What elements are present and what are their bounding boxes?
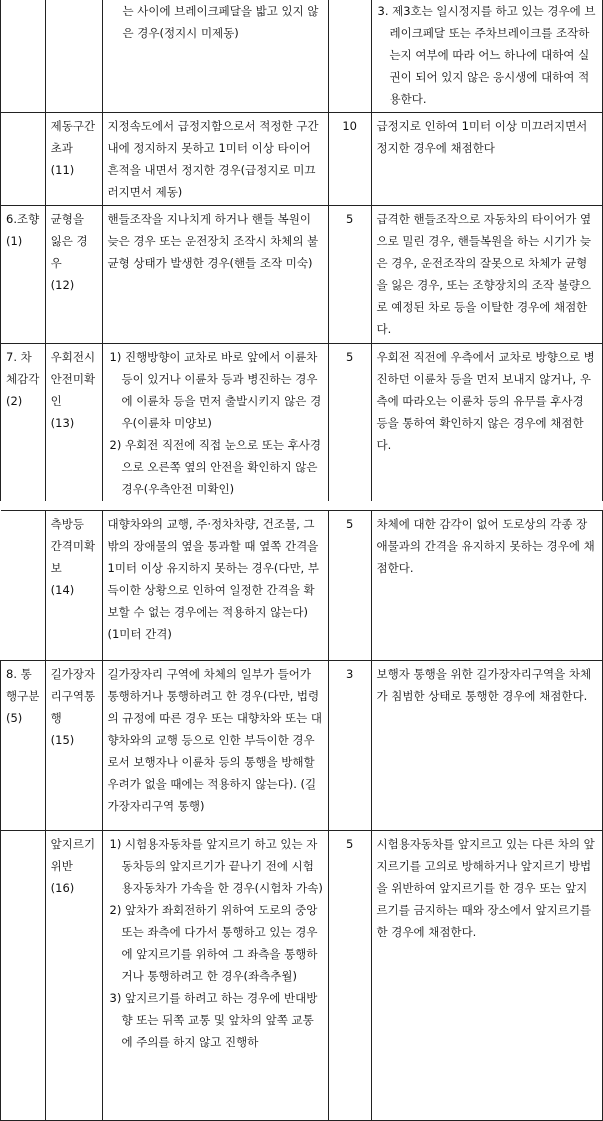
desc-cell: 지정속도에서 급정지함으로서 적정한 구간 내에 정지하지 못하고 1미터 이상 타이어 흔적을 내면서 정지한 경우(급정지로 미끄러지면서 제동) [102,113,328,206]
points-cell: 5 [328,831,371,1121]
category-cell [1,113,46,206]
item-number: (14) [50,583,75,597]
desc-subitem: 3) 앞지르기를 하려고 하는 경우에 반대방향 또는 뒤쪽 교통 및 앞차의 앞쪽 교통에 주의를 하지 않고 진행하 [109,991,318,1049]
points-cell: 5 [328,511,371,661]
table-row [1,113,603,206]
category-cell [1,661,46,831]
criterion-cell: 시험용자동차를 앞지르고 있는 다른 차의 앞지르기를 고의로 방해하거나 앞지르기 방법을 위반하여 앞지르기를 한 경우 또는 앞지르기를 금지하는 때와 장소에서 앞지르기를 한 경우에 채점한다. [371,831,603,1121]
page-break [0,501,603,510]
category-number: (5) [6,711,23,725]
item-number: (13) [50,416,75,430]
category-name: 7. 차체감각 [6,350,40,386]
item-cell [45,113,102,206]
desc-cell: 는 사이에 브레이크페달을 밟고 있지 않은 경우(정지시 미제동) [102,0,328,113]
points-cell: 3 [328,661,371,831]
desc-subitem: 2) 앞차가 좌회전하기 위하여 도로의 중앙 또는 좌측에 다가서 통행하고 있는 경우에 앞지르기를 위하여 그 좌측을 통행하거나 통행하려고 한 경우(좌측추월) [109,903,318,983]
item-number: (11) [50,163,75,177]
criterion-cell: 급정지로 인하여 1미터 이상 미끄러지면서 정지한 경우에 채점한다 [371,113,603,206]
criterion-cell: 보행자 통행을 위한 길가장자리구역을 차체가 침범한 상태로 통행한 경우에 채점한다. [371,661,603,831]
category-cell [1,831,46,1121]
item-cell [45,0,102,113]
category-number: (2) [6,394,23,408]
criterion-cell: 급격한 핸들조작으로 자동차의 타이어가 옆으로 밀린 경우, 핸들복원을 하는 시기가 늦은 경우, 운전조작의 잘못으로 차체가 균형을 잃은 경우, 또는 조향장치의 조작 불량으로 예정된 차로 등을 이탈한 경우에 채점한다. [371,206,603,344]
table-row [1,344,603,506]
table-row [1,831,603,1121]
category-name: 8. 통행구분 [6,667,40,703]
points-cell: 5 [328,206,371,344]
item-number: (12) [50,278,75,292]
category-cell [1,206,46,344]
criterion-cell: 우회전 직전에 우측에서 교차로 방향으로 병진하던 이륜차 등을 먼저 보내지 않거나, 우측에 따라오는 이륜차 등의 유무를 후사경 등을 통하여 확인하지 않은 경우에 채점한다. [371,344,603,506]
desc-cell: 핸들조작을 지나치게 하거나 핸들 복원이 늦은 경우 또는 운전장치 조작시 차체의 불균형 상태가 발생한 경우(핸들 조작 미숙) [102,206,328,344]
desc-subitem: 1) 진행방향이 교차로 바로 앞에서 이륜차 등이 있거나 이륜차 등과 병진하는 경우에 이륜차 등을 먼저 출발시키지 않은 경우(이륜차 미양보) [109,350,322,430]
table-row [1,0,603,113]
item-name: 균형을 잃은 경우 [50,212,88,270]
scoring-table-part1 [0,0,603,506]
category-cell [1,344,46,506]
points-cell [328,0,371,113]
category-cell [1,511,46,661]
desc-cell [102,344,328,506]
desc-subitem: 2) 우회전 직전에 직접 눈으로 또는 후사경으로 오른쪽 옆의 안전을 확인하지 않은 경우(우측안전 미확인) [109,438,321,496]
category-number: (1) [6,234,23,248]
category-cell [1,0,46,113]
item-cell [45,206,102,344]
table-row [1,206,603,344]
points-cell: 10 [328,113,371,206]
table-row [1,511,603,661]
item-number: (16) [50,881,75,895]
item-name: 제동구간초과 [50,119,96,155]
criterion-cell: 3. 제3호는 일시정지를 하고 있는 경우에 브레이크페달 또는 주차브레이크를 조작하는지 여부에 따라 어느 하나에 대하여 실권이 되어 있지 않은 응시생에 대하여 적용한다. [371,0,603,113]
desc-cell: 대향차와의 교행, 주·정차차량, 건조물, 그 밖의 장애물의 옆을 통과할 때 옆쪽 간격을 1미터 이상 유지하지 못하는 경우(다만, 부득이한 상황으로 인하여 일정한 간격을 확보할 수 없는 경우에는 적용하지 않는다) (1미터 간격) [102,511,328,661]
item-cell [45,511,102,661]
item-cell [45,831,102,1121]
item-number: (15) [50,733,75,747]
scoring-table-part2 [0,510,603,1121]
item-cell [45,661,102,831]
category-name: 6.조향 [6,212,40,226]
item-name: 길가장자리구역통행 [50,667,96,725]
item-cell [45,344,102,506]
table-row [1,661,603,831]
item-name: 측방등 간격미확보 [50,517,96,575]
criterion-cell: 차체에 대한 감각이 없어 도로상의 각종 장애물과의 간격을 유지하지 못하는 경우에 채점한다. [371,511,603,661]
desc-cell [102,831,328,1121]
item-name: 앞지르기위반 [50,837,96,873]
desc-cell: 길가장자리 구역에 차체의 일부가 들어가 통행하거나 통행하려고 한 경우(다만, 법령의 규정에 따른 경우 또는 대향차와 또는 대향차와의 교행 등으로 인한 부득이한 경우로서 보행자나 이륜차 등의 통행을 방해할 우려가 없을 때에는 적용하지 않는다). (길가장자리구역 통행) [102,661,328,831]
desc-subitem: 1) 시험용자동차를 앞지르기 하고 있는 자동차등의 앞지르기가 끝나기 전에 시험용자동차가 가속을 한 경우(시험차 가속) [109,837,323,895]
points-cell: 5 [328,344,371,506]
item-name: 우회전시안전미확인 [50,350,96,408]
